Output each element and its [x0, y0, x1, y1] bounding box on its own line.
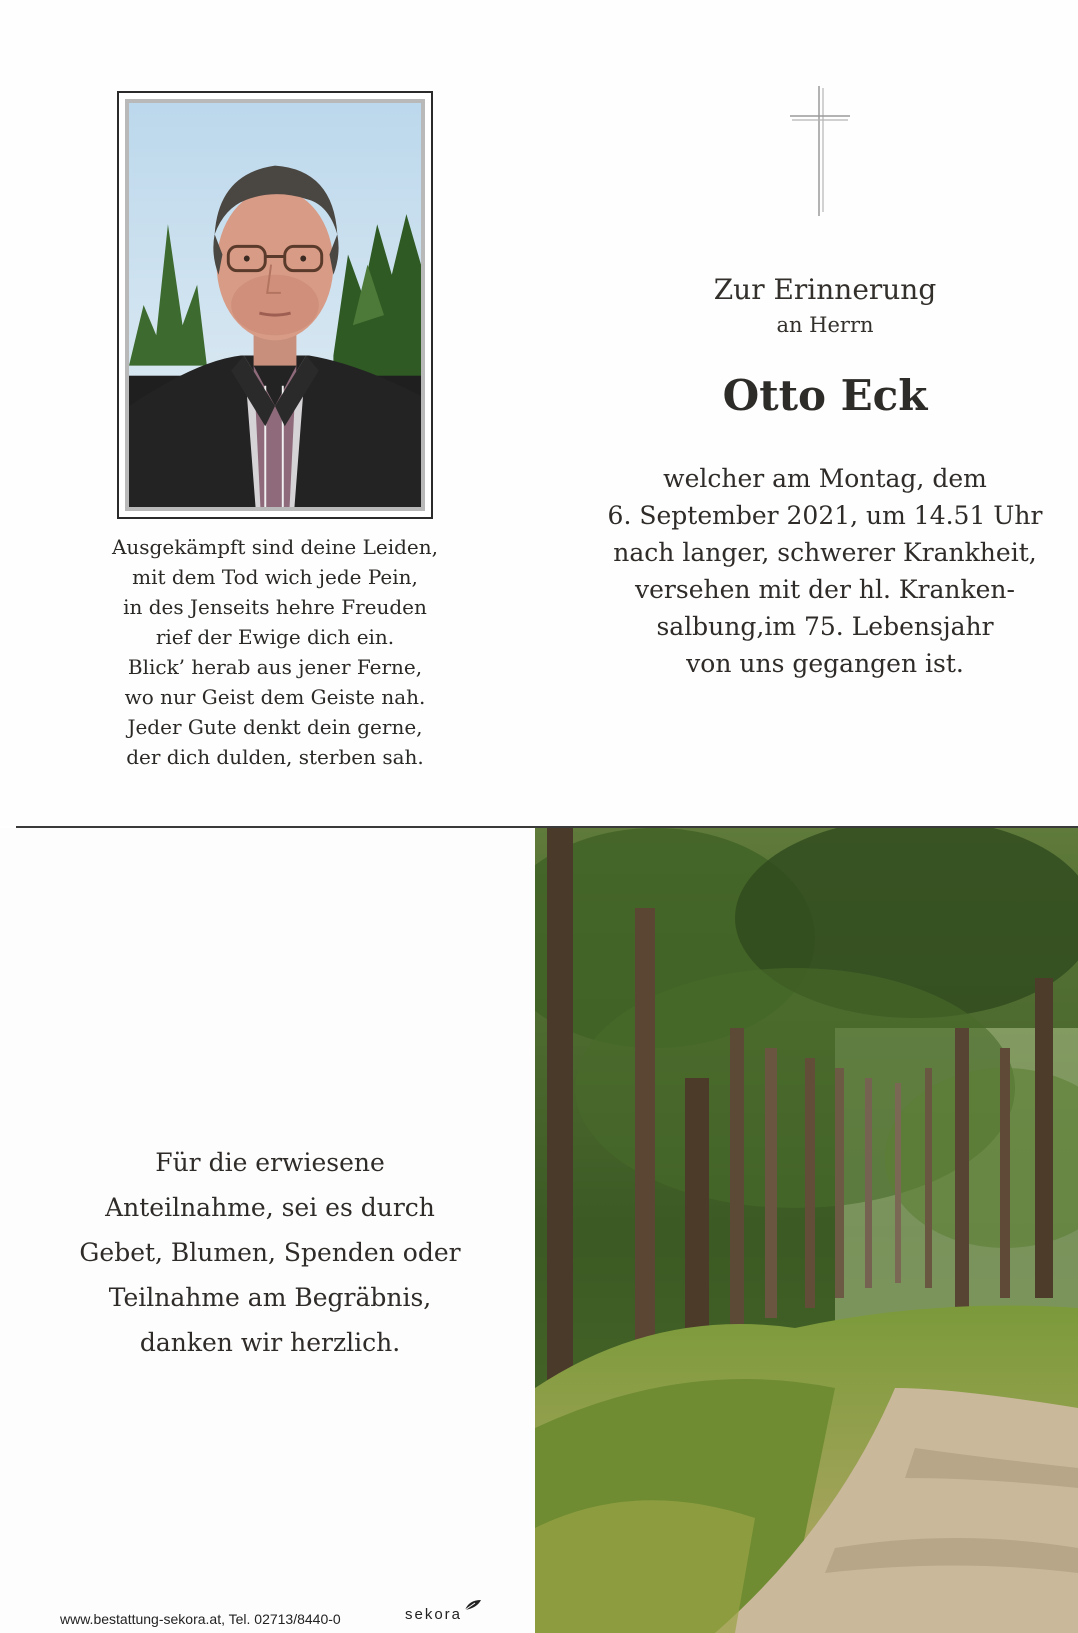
- footer-contact: www.bestattung-sekora.at, Tel. 02713/8440-0: [60, 1611, 341, 1627]
- portrait-photo: [125, 99, 425, 511]
- poem: [60, 532, 490, 772]
- portrait-frame: [117, 91, 433, 519]
- thanks-text: [60, 1140, 480, 1365]
- forest-photo: [535, 828, 1078, 1633]
- thanks-line: Anteilnahme, sei es durch: [105, 1193, 435, 1222]
- memorial-subheading: an Herrn: [776, 313, 874, 337]
- details-line: versehen mit der hl. Kranken-: [635, 575, 1015, 604]
- memorial-text: [600, 272, 1050, 682]
- details-line: nach langer, schwerer Krankheit,: [613, 538, 1037, 567]
- poem-line: Blick’ herab aus jener Ferne,: [127, 655, 423, 679]
- poem-line: der dich dulden, sterben sah.: [126, 745, 424, 769]
- poem-line: in des Jenseits hehre Freuden: [123, 595, 427, 619]
- deceased-name: Otto Eck: [722, 371, 928, 420]
- memorial-heading: Zur Erinnerung: [713, 273, 937, 306]
- details-line: welcher am Montag, dem: [663, 464, 987, 493]
- poem-line: Jeder Gute denkt dein gerne,: [127, 715, 423, 739]
- thanks-line: Für die erwiesene: [155, 1148, 385, 1177]
- poem-line: mit dem Tod wich jede Pein,: [132, 565, 418, 589]
- poem-line: wo nur Geist dem Geiste nah.: [124, 685, 426, 709]
- cross-icon: [790, 86, 850, 216]
- thanks-line: danken wir herzlich.: [139, 1328, 401, 1357]
- leaf-icon: [463, 1598, 483, 1612]
- thanks-line: Teilnahme am Begräbnis,: [108, 1283, 432, 1312]
- details-line: von uns gegangen ist.: [686, 649, 964, 678]
- memorial-details: [600, 460, 1050, 682]
- thanks-line: Gebet, Blumen, Spenden oder: [79, 1238, 461, 1267]
- details-line: 6. September 2021, um 14.51 Uhr: [607, 501, 1043, 530]
- poem-line: rief der Ewige dich ein.: [155, 625, 395, 649]
- footer-brand: sekora: [405, 1606, 463, 1623]
- poem-line: Ausgekämpft sind deine Leiden,: [111, 535, 439, 559]
- details-line: salbung,im 75. Lebensjahr: [656, 612, 994, 641]
